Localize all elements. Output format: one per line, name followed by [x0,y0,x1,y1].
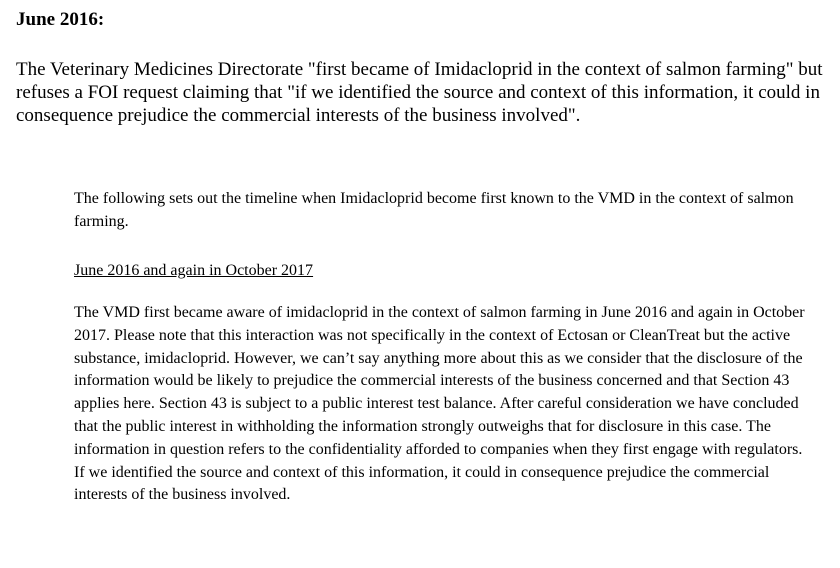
page-heading: June 2016: [16,9,105,30]
quoted-subheading: June 2016 and again in October 2017 [74,262,314,279]
quoted-lead-paragraph: The following sets out the timeline when Imidacloprid become first known to the VMD in the context of salmon farming. [74,190,794,230]
intro-paragraph: The Veterinary Medicines Directorate "first became of Imidacloprid in the context of salmon farming" but refuses a FOI request claiming that "if we identified the source and context of this information, it could in consequence prejudice the commercial interests of the business involved". [16,59,823,126]
quoted-body-paragraph: The VMD first became aware of imidacloprid in the context of salmon farming in June 2016 and again in October 2017. Please note that this interaction was not specifically in the context of Ectosan or CleanTreat but the active substance, imidacloprid. However, we can’t say anything more about this as we consider that the disclosure of the information would be likely to prejudice the commercial interests of the business concerned and that Section 43 applies here. Section 43 is subject to a public interest test balance. After careful consideration we have concluded that the public interest in withholding the information strongly outweighs that for disclosure in this case. The information in question refers to the confidentiality afforded to companies when they first engage with regulators. If we identified the source and context of this information, it could in consequence prejudice the commercial interests of the business involved. [74,304,805,504]
